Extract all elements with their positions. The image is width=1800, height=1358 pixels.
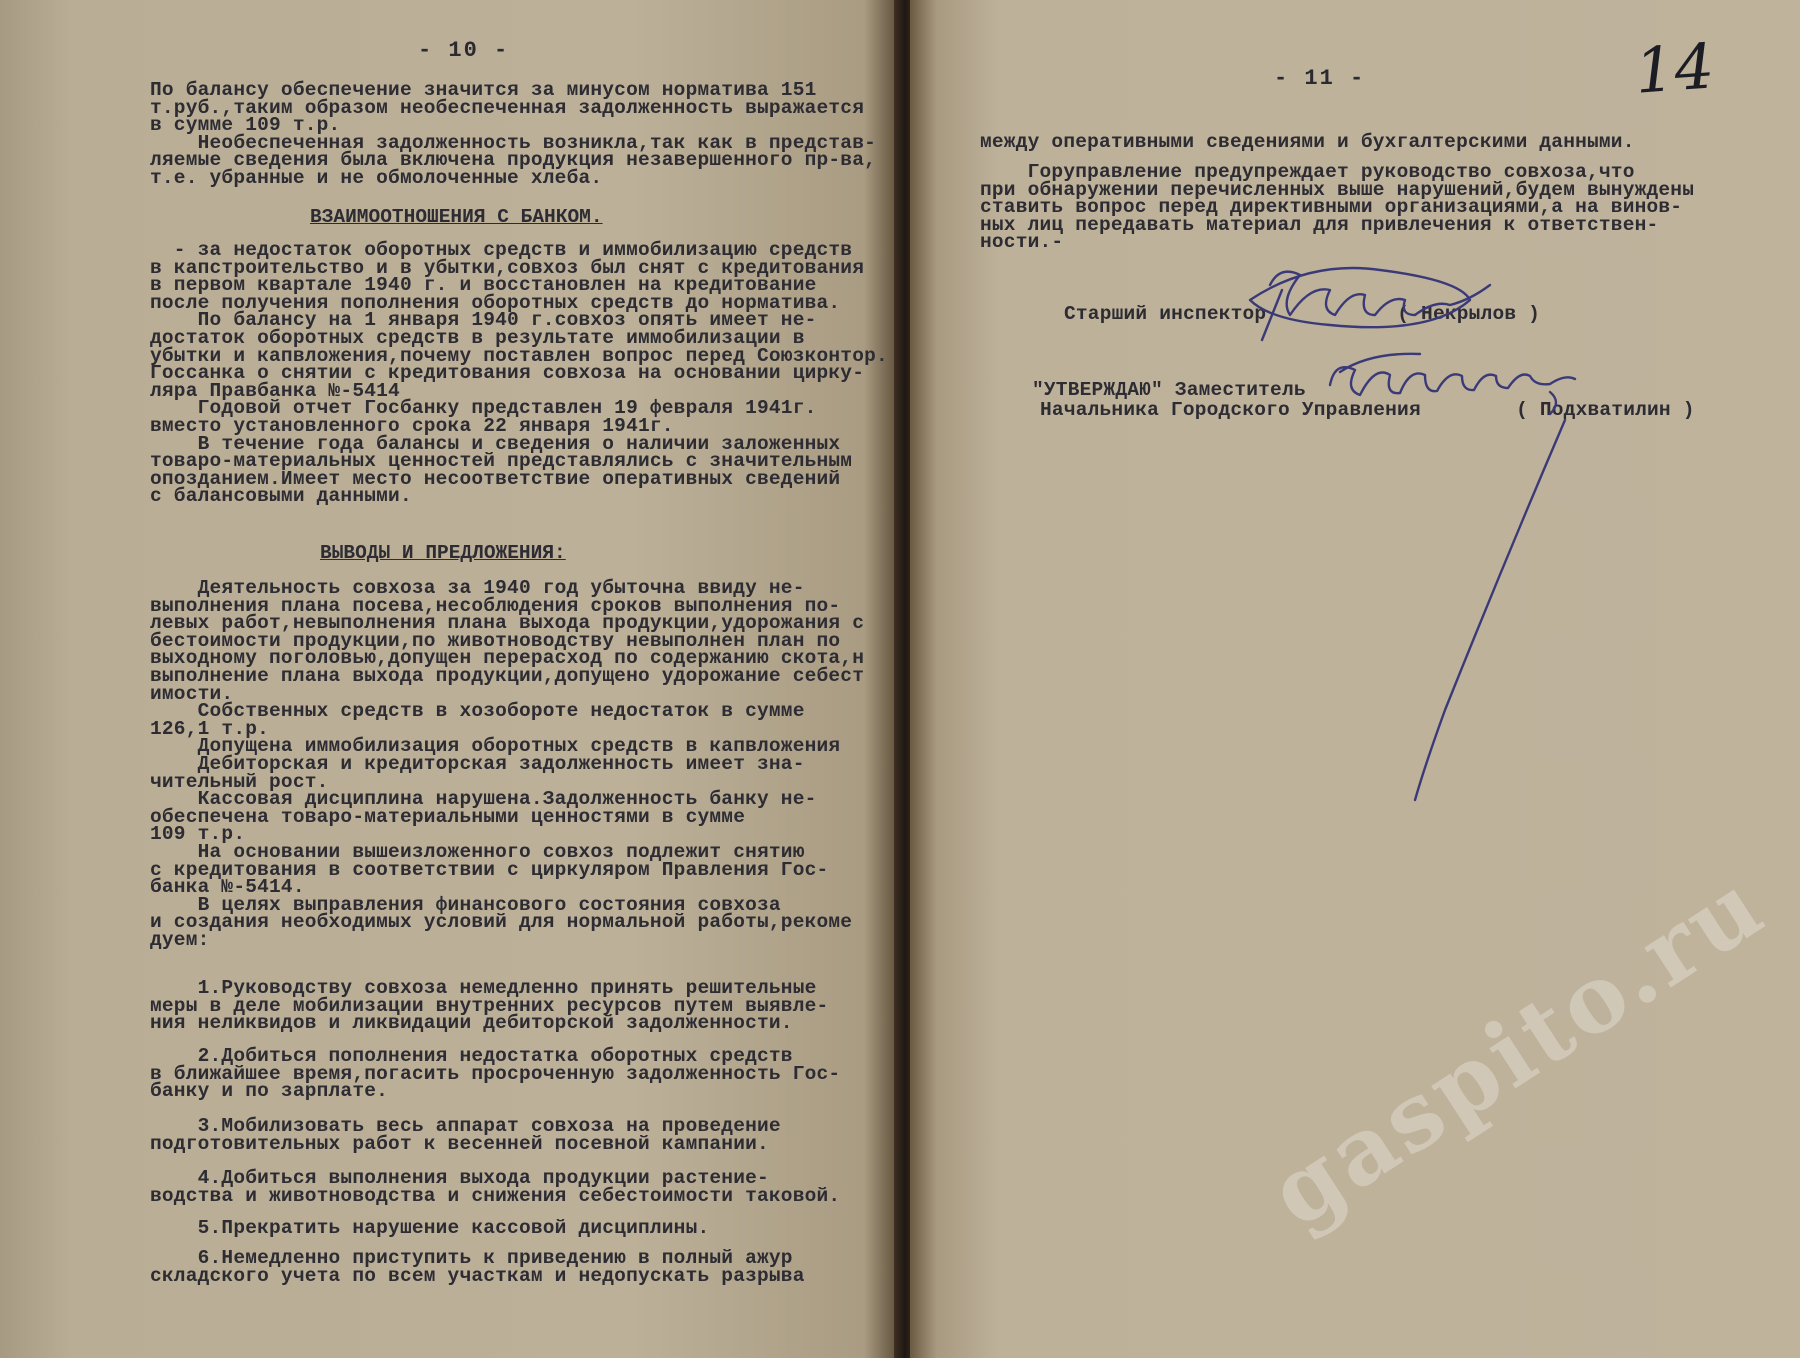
text-line: выходному поголовью,допущен перерасход по содержанию скота,н: [150, 647, 865, 670]
text-line: банка №-5414.: [150, 876, 305, 899]
text-line: - за недостаток оборотных средств и иммобилизацию средств: [150, 239, 853, 261]
text-line: Госсанка о снятии с кредитования совхоза на основании цирку-: [150, 362, 865, 385]
text-line: Горуправление предупреждает руководство совхоза,что: [980, 161, 1635, 183]
text-line: ных лиц передавать материал для привлечения к ответствен-: [980, 213, 1659, 236]
text-line: и создания необходимых условий для нормальной работы,рекоме: [150, 911, 853, 934]
right-page: [910, 0, 1800, 1358]
text-line: меры в деле мобилизации внутренних ресурсов путем выявле-: [150, 994, 829, 1017]
text-line: 126,1 т.р.: [150, 717, 270, 740]
text-line: В целях выправления финансового состояния совхоза: [150, 893, 781, 916]
text-line: товаро-материальных ценностей представлялись с значительным: [150, 450, 853, 473]
watermark: gaspito.ru: [1251, 849, 1784, 1248]
text-line: Необеспеченная задолженность возникла,так как в представ-: [150, 131, 877, 154]
inspector-signature-line: Старший инспектор ( Некрылов ): [1064, 303, 1541, 325]
text-line: По балансу обеспечение значится за минусом норматива 151: [150, 79, 817, 101]
text-line: в капстроительство и в убытки,совхоз был снят с кредитования: [150, 256, 865, 279]
text-block-conclusions: [150, 577, 865, 951]
text-line: левых работ,невыполнения плана выхода продукции,удорожания с: [150, 612, 865, 635]
text-line: 6.Немедленно приступить к приведению в полный ажур: [150, 1247, 793, 1269]
text-line: ставить вопрос перед директивными организациями,а на винов-: [980, 196, 1683, 219]
recommendation-2: [150, 1045, 841, 1103]
text-line: имости.: [150, 682, 234, 705]
text-line: В течение года балансы и сведения о наличии заложенных: [150, 432, 841, 455]
text-line: 2.Добиться пополнения недостатка оборотных средств: [150, 1045, 793, 1067]
text-line: По балансу на 1 января 1940 г.совхоз опять имеет не-: [150, 309, 817, 332]
text-line: 3.Мобилизовать весь аппарат совхоза на проведение: [150, 1115, 781, 1137]
text-line: выполнения плана посева,несоблюдения сроков выполнения по-: [150, 594, 841, 617]
text-line: ния неликвидов и ликвидации дебиторской задолженности.: [150, 1012, 793, 1035]
text-line: выполнение плана выхода продукции,допущено удорожание себест: [150, 664, 865, 687]
section-heading-banks: ВЗАИМООТНОШЕНИЯ С БАНКОМ.: [310, 206, 603, 228]
recommendation-1: [150, 977, 829, 1035]
recommendation-5: [150, 1217, 710, 1239]
text-line: 4.Добиться выполнения выхода продукции растение-: [150, 1167, 769, 1189]
text-line: т.руб.,таким образом необеспеченная задолженность выражается: [150, 96, 865, 119]
text-line: Деятельность совхоза за 1940 год убыточна ввиду не-: [150, 577, 805, 599]
recommendation-6: [150, 1247, 805, 1287]
text-line: ности.-: [980, 231, 1064, 254]
text-line: т.е. убранные и не обмолоченные хлеба.: [150, 166, 603, 189]
text-line: вместо установленного срока 22 января 1941г.: [150, 414, 674, 437]
approval-line-2: Начальника Городского Управления ( Подхватилин ): [1040, 399, 1695, 421]
text-line: при обнаружении перечисленных выше нарушений,будем вынуждены: [980, 178, 1695, 201]
text-line: чительный рост.: [150, 770, 329, 793]
text-line: ляра Правбанка №-5414: [150, 379, 400, 402]
text-line: На основании вышеизложенного совхоз подлежит снятию: [150, 840, 805, 863]
text-line: Дебиторская и кредиторская задолженность имеет зна-: [150, 752, 805, 775]
text-line: в первом квартале 1940 г. и восстановлен на кредитование: [150, 274, 817, 297]
text-line: между оперативными сведениями и бухгалтерскими данными.: [980, 131, 1635, 153]
text-line: подготовительных работ к весенней посевной кампании.: [150, 1132, 769, 1155]
text-line: достаток оборотных средств в результате иммобилизации в: [150, 326, 805, 349]
text-line: банку и по зарплате.: [150, 1080, 389, 1103]
text-line: обеспечена товаро-материальными ценностями в сумме: [150, 805, 746, 828]
text-line: в сумме 109 т.р.: [150, 114, 341, 137]
text-line: водства и животноводства и снижения себестоимости таковой.: [150, 1184, 841, 1207]
approval-line-1: "УТВЕРЖДАЮ" Заместитель: [1032, 379, 1306, 401]
section-heading-conclusions: ВЫВОДЫ И ПРЕДЛОЖЕНИЯ:: [320, 542, 566, 564]
text-line: складского учета по всем участкам и недопускать разрыва: [150, 1264, 805, 1287]
text-block-balance: [150, 79, 877, 189]
archive-page-number: 14: [1632, 29, 1717, 108]
recommendation-3: [150, 1115, 781, 1155]
text-line: 5.Прекратить нарушение кассовой дисциплины.: [150, 1217, 710, 1239]
text-line: дуем:: [150, 928, 210, 951]
text-line: убытки и капвложения,почему поставлен вопрос перед Союзконтор.: [150, 344, 888, 367]
recommendation-4: [150, 1167, 841, 1207]
text-line: Собственных средств в хозобороте недостаток в сумме: [150, 700, 805, 723]
text-block-banks: [150, 239, 888, 508]
text-line: после получения пополнения оборотных средств до норматива.: [150, 291, 841, 314]
text-line: с кредитования в соответствии с циркуляром Правления Гос-: [150, 858, 829, 881]
text-line: с балансовыми данными.: [150, 485, 412, 508]
text-line: опозданием.Имеет место несоответствие оперативных сведений: [150, 467, 841, 490]
text-line: ляемые сведения была включена продукция незавершенного пр-ва,: [150, 149, 877, 172]
text-line: Годовой отчет Госбанку представлен 19 февраля 1941г.: [150, 397, 817, 420]
text-line: Кассовая дисциплина нарушена.Задолженность банку не-: [150, 788, 817, 811]
page-number: - 10 -: [418, 38, 510, 63]
text-line: 1.Руководству совхоза немедленно принять решительные: [150, 977, 817, 999]
text-line: в ближайшее время,погасить просроченную задолженность Гос-: [150, 1062, 841, 1085]
text-line: бестоимости продукции,по животноводству невыполнен план по: [150, 629, 841, 652]
text-line: 109 т.р.: [150, 823, 246, 846]
page-number: - 11 -: [1274, 66, 1366, 91]
text-line: Допущена иммобилизация оборотных средств в капвложения: [150, 735, 841, 758]
